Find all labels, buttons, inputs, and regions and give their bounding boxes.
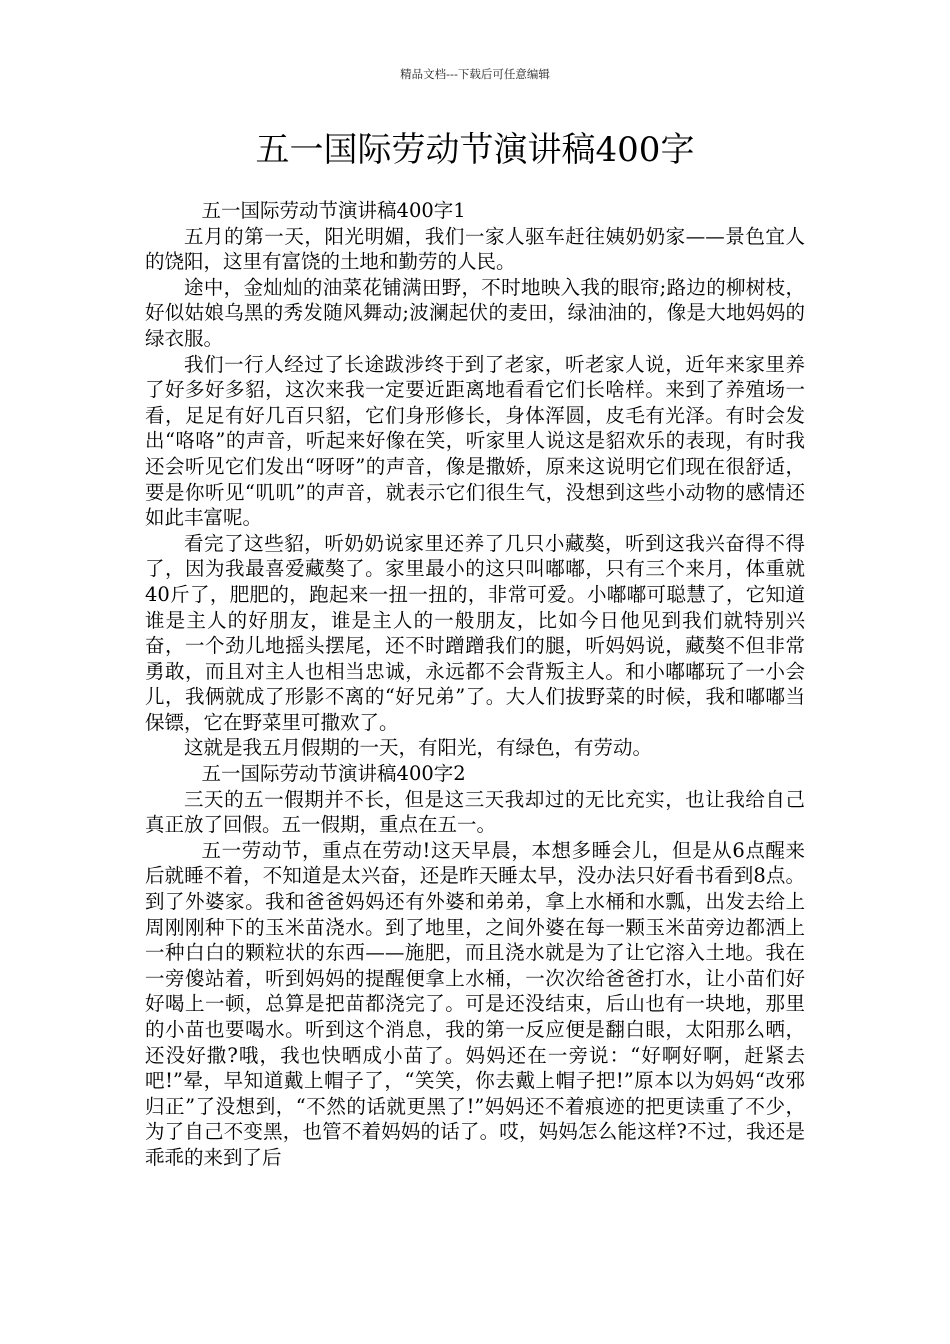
section-heading: 五一劳动节，重点在劳动!这天早晨，本想多睡会儿，但是从6点醒来后就睡不着，不知道是太兴奋，还是昨天睡太早，没办法只好看书看到8点。到了外婆家。我和爸爸妈妈还有外婆和弟弟，拿上水桶和水瓢，出发去给上周刚刚种下的玉米苗浇水。到了地里，之间外婆在每一颗玉米苗旁边都洒上一种白白的颗粒状的东西——施肥，而且浇水就是为了让它溶入土地。我在一旁傻站着，听到妈妈的提醒便拿上水桶，一次次给爸爸打水，让小苗们好好喝上一顿，总算是把苗都浇完了。可是还没结束，后山也有一块地，那里的小苗也要喝水。听到这个消息，我的第一反应便是翻白眼，太阳那么晒，还没好撒?哦，我也快晒成小苗了。妈妈还在一旁说：“好啊好啊，赶紧去吧!”晕，早知道戴上帽子了，“笑笑，你去戴上帽子把!”原本以为妈妈“改邪归正”了没想到，“不然的话就更黑了!”妈妈还不着痕迹的把更读重了不少，为了自己不变黑，也管不着妈妈的话了。哎，妈妈怎么能这样?不过，我还是乖乖的来到了后 <box>145 838 805 1169</box>
paragraph: 看完了这些貂，听奶奶说家里还养了几只小藏獒，听到这我兴奋得不得了，因为我最喜爱藏獒了。家里最小的这只叫嘟嘟，只有三个来月，体重就40斤了，肥肥的，跑起来一扭一扭的，非常可爱。小嘟嘟可聪慧了，它知道谁是主人的好朋友，谁是主人的一般朋友，比如今日他见到我们就特别兴奋，一个劲儿地摇头摆尾，还不时蹭蹭我们的腿，听妈妈说，藏獒不但非常勇敢，而且对主人也相当忠诚，永远都不会背叛主人。和小嘟嘟玩了一小会儿，我俩就成了形影不离的“好兄弟”了。大人们拔野菜的时候，我和嘟嘟当保镖，它在野菜里可撒欢了。 <box>145 531 805 734</box>
document-body <box>145 198 805 1171</box>
section-heading: 五一国际劳动节演讲稿400字2 <box>201 762 466 786</box>
section-heading: 五一国际劳动节演讲稿400字1 <box>201 199 466 222</box>
paragraph: 三天的五一假期并不长，但是这三天我却过的无比充实，也让我给自己真正放了回假。五一假期，重点在五一。 <box>145 787 805 837</box>
paragraph: 我们一行人经过了长途跋涉终于到了老家，听老家人说，近年来家里养了好多好多貂，这次来我一定要近距离地看看它们长啥样。来到了养殖场一看，足足有好几百只貂，它们身形修长，身体浑圆，皮毛有光泽。有时会发出“咯咯”的声音，听起来好像在笑，听家里人说这是貂欢乐的表现，有时我还会听见它们发出“呀呀”的声音，像是撒娇，原来这说明它们现在很舒适，要是你听见“叽叽”的声音，就表示它们很生气，没想到这些小动物的感情还如此丰富呢。 <box>145 352 805 530</box>
page-title: 五一国际劳动节演讲稿400字 <box>255 130 695 170</box>
paragraph: 途中，金灿灿的油菜花铺满田野，不时地映入我的眼帘;路边的柳树枝，好似姑娘乌黑的秀发随风舞动;波澜起伏的麦田，绿油油的，像是大地妈妈的绿衣服。 <box>145 275 805 350</box>
paragraph: 五月的第一天，阳光明媚，我们一家人驱车赶往姨奶奶家——景色宜人的饶阳，这里有富饶的土地和勤劳的人民。 <box>145 224 805 274</box>
header-note: 精品文档---下载后可任意编辑 <box>400 67 550 81</box>
paragraph: 这就是我五月假期的一天，有阳光，有绿色，有劳动。 <box>184 736 653 760</box>
